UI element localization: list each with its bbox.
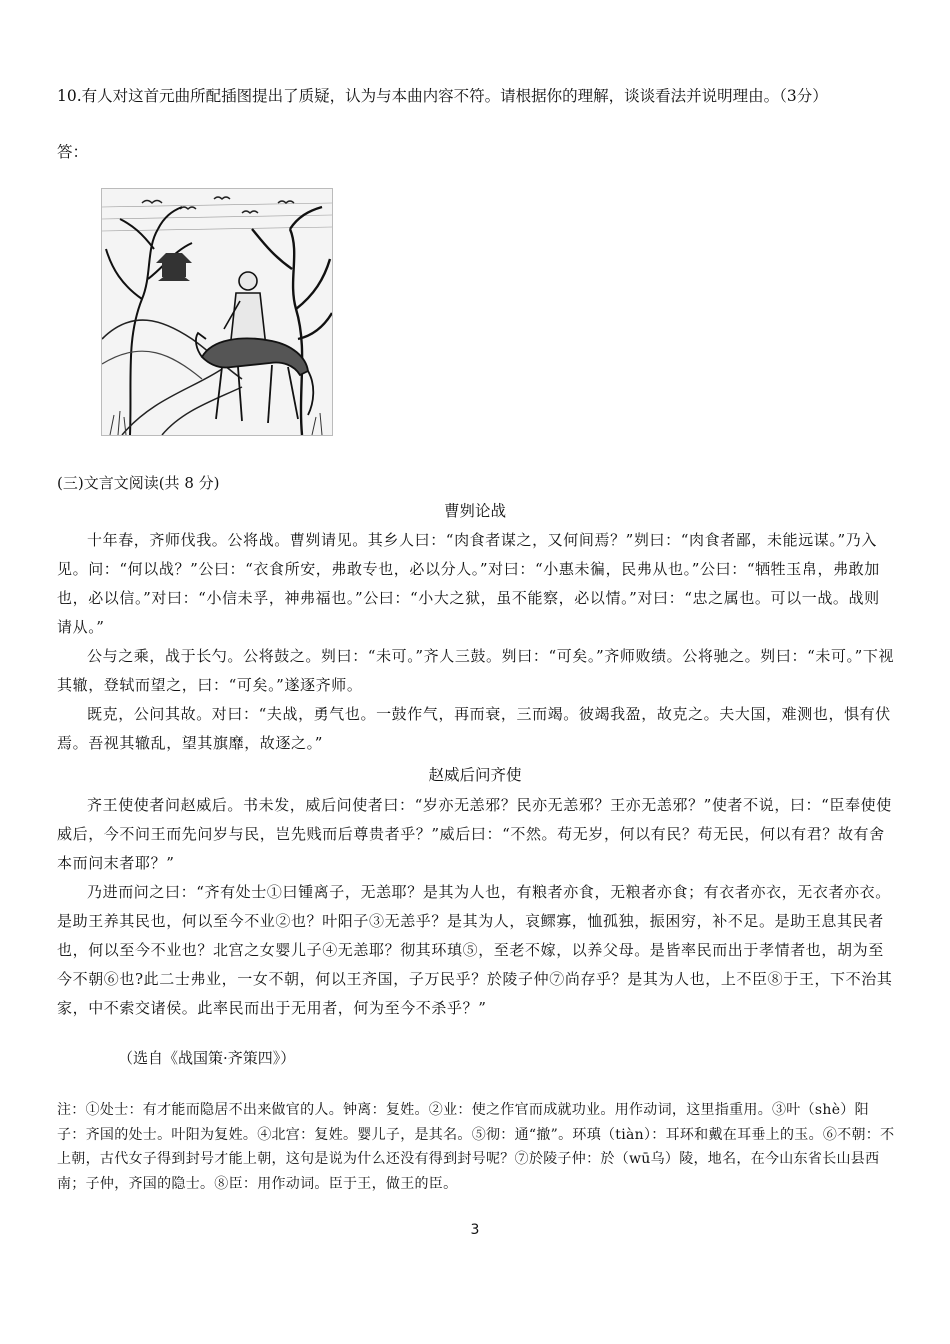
passage-2-source: （选自《战国策·齐策四》） <box>118 1049 296 1067</box>
illustration-rider-on-horse <box>101 188 333 436</box>
passage-1-title: 曹刿论战 <box>443 502 506 520</box>
section-title: (三)文言文阅读(共 8 分) <box>57 474 220 492</box>
question-10: 10.有人对这首元曲所配插图提出了质疑，认为与本曲内容不符。请根据你的理解，谈谈看法并说明理由。（3分） <box>57 87 828 105</box>
passage-1-paragraph: 既克，公问其故。对曰：“夫战，勇气也。一鼓作气，再而衰，三而竭。彼竭我盈，故克之。夫大国，难测也，惧有伏焉。吾视其辙乱，望其旗靡，故逐之。” <box>57 705 891 752</box>
passage-1-paragraph: 公与之乘，战于长勺。公将鼓之。刿曰：“未可。”齐人三鼓。刿曰：“可矣。”齐师败绩。公将驰之。刿曰：“未可。”下视其辙，登轼而望之，曰：“可矣。”遂逐齐师。 <box>57 647 895 694</box>
footnotes: 注：①处士：有才能而隐居不出来做官的人。钟离：复姓。②业：使之作官而成就功业。用作动词，这里指重用。③叶（shè）阳子：齐国的处士。叶阳为复姓。④北宫：复姓。婴儿子，是其名。⑤彻：通“撤”。环瑱（tiàn）：耳环和戴在耳垂上的玉。⑥不朝：不上朝，古代女子得到封号才能上朝，这句是说为什么还没有得到封号呢？⑦於陵子仲：於（wū乌）陵，地名，在今山东省长山县西南；子仲，齐国的隐士。⑧臣：用作动词。臣于王，做王的臣。 <box>57 1102 895 1192</box>
passage-1-body <box>57 526 895 758</box>
passage-2-paragraph: 齐王使使者问赵威后。书未发，威后问使者曰：“岁亦无恙邪？民亦无恙邪？王亦无恙邪？”使者不说，曰：“臣奉使使威后，今不问王而先问岁与民，岂先贱而后尊贵者乎？”威后曰：“不然。苟无岁，何以有民？苟无民，何以有君？故有舍本而问末者耶？” <box>57 796 892 872</box>
passage-1-paragraph: 十年春，齐师伐我。公将战。曹刿请见。其乡人曰：“肉食者谋之，又何间焉？”刿曰：“肉食者鄙，未能远谋。”乃入见。问：“何以战？”公曰：“衣食所安，弗敢专也，必以分人。”对曰：“小惠未徧，民弗从也。”公曰：“牺牲玉帛，弗敢加也，必以信。”对曰：“小信未孚，神弗福也。”公曰：“小大之狱，虽不能察，必以情。”对曰：“忠之属也。可以一战。战则请从。” <box>57 531 880 636</box>
answer-label: 答： <box>57 143 89 161</box>
passage-2-title: 赵威后问齐使 <box>428 766 522 784</box>
passage-2-body <box>57 791 895 1023</box>
ink-illustration-icon <box>102 189 332 435</box>
page-number: 3 <box>470 1222 480 1238</box>
passage-2-paragraph: 乃进而问之曰：“齐有处士①曰锺离子，无恙耶？是其为人也，有粮者亦食，无粮者亦食；有衣者亦衣，无衣者亦衣。是助王养其民也，何以至今不业②也？叶阳子③无恙乎？是其为人，哀鳏寡，恤孤独，振困穷，补不足。是助王息其民者也，何以至今不业也？北宫之女婴儿子④无恙耶？彻其环瑱⑤，至老不嫁，以养父母。是皆率民而出于孝情者也，胡为至今不朝⑥也?此二士弗业，一女不朝，何以王齐国，子万民乎？於陵子仲⑦尚存乎？是其为人也，上不臣⑧于王，下不治其家，中不索交诸侯。此率民而出于无用者，何为至今不杀乎？” <box>57 883 893 1017</box>
